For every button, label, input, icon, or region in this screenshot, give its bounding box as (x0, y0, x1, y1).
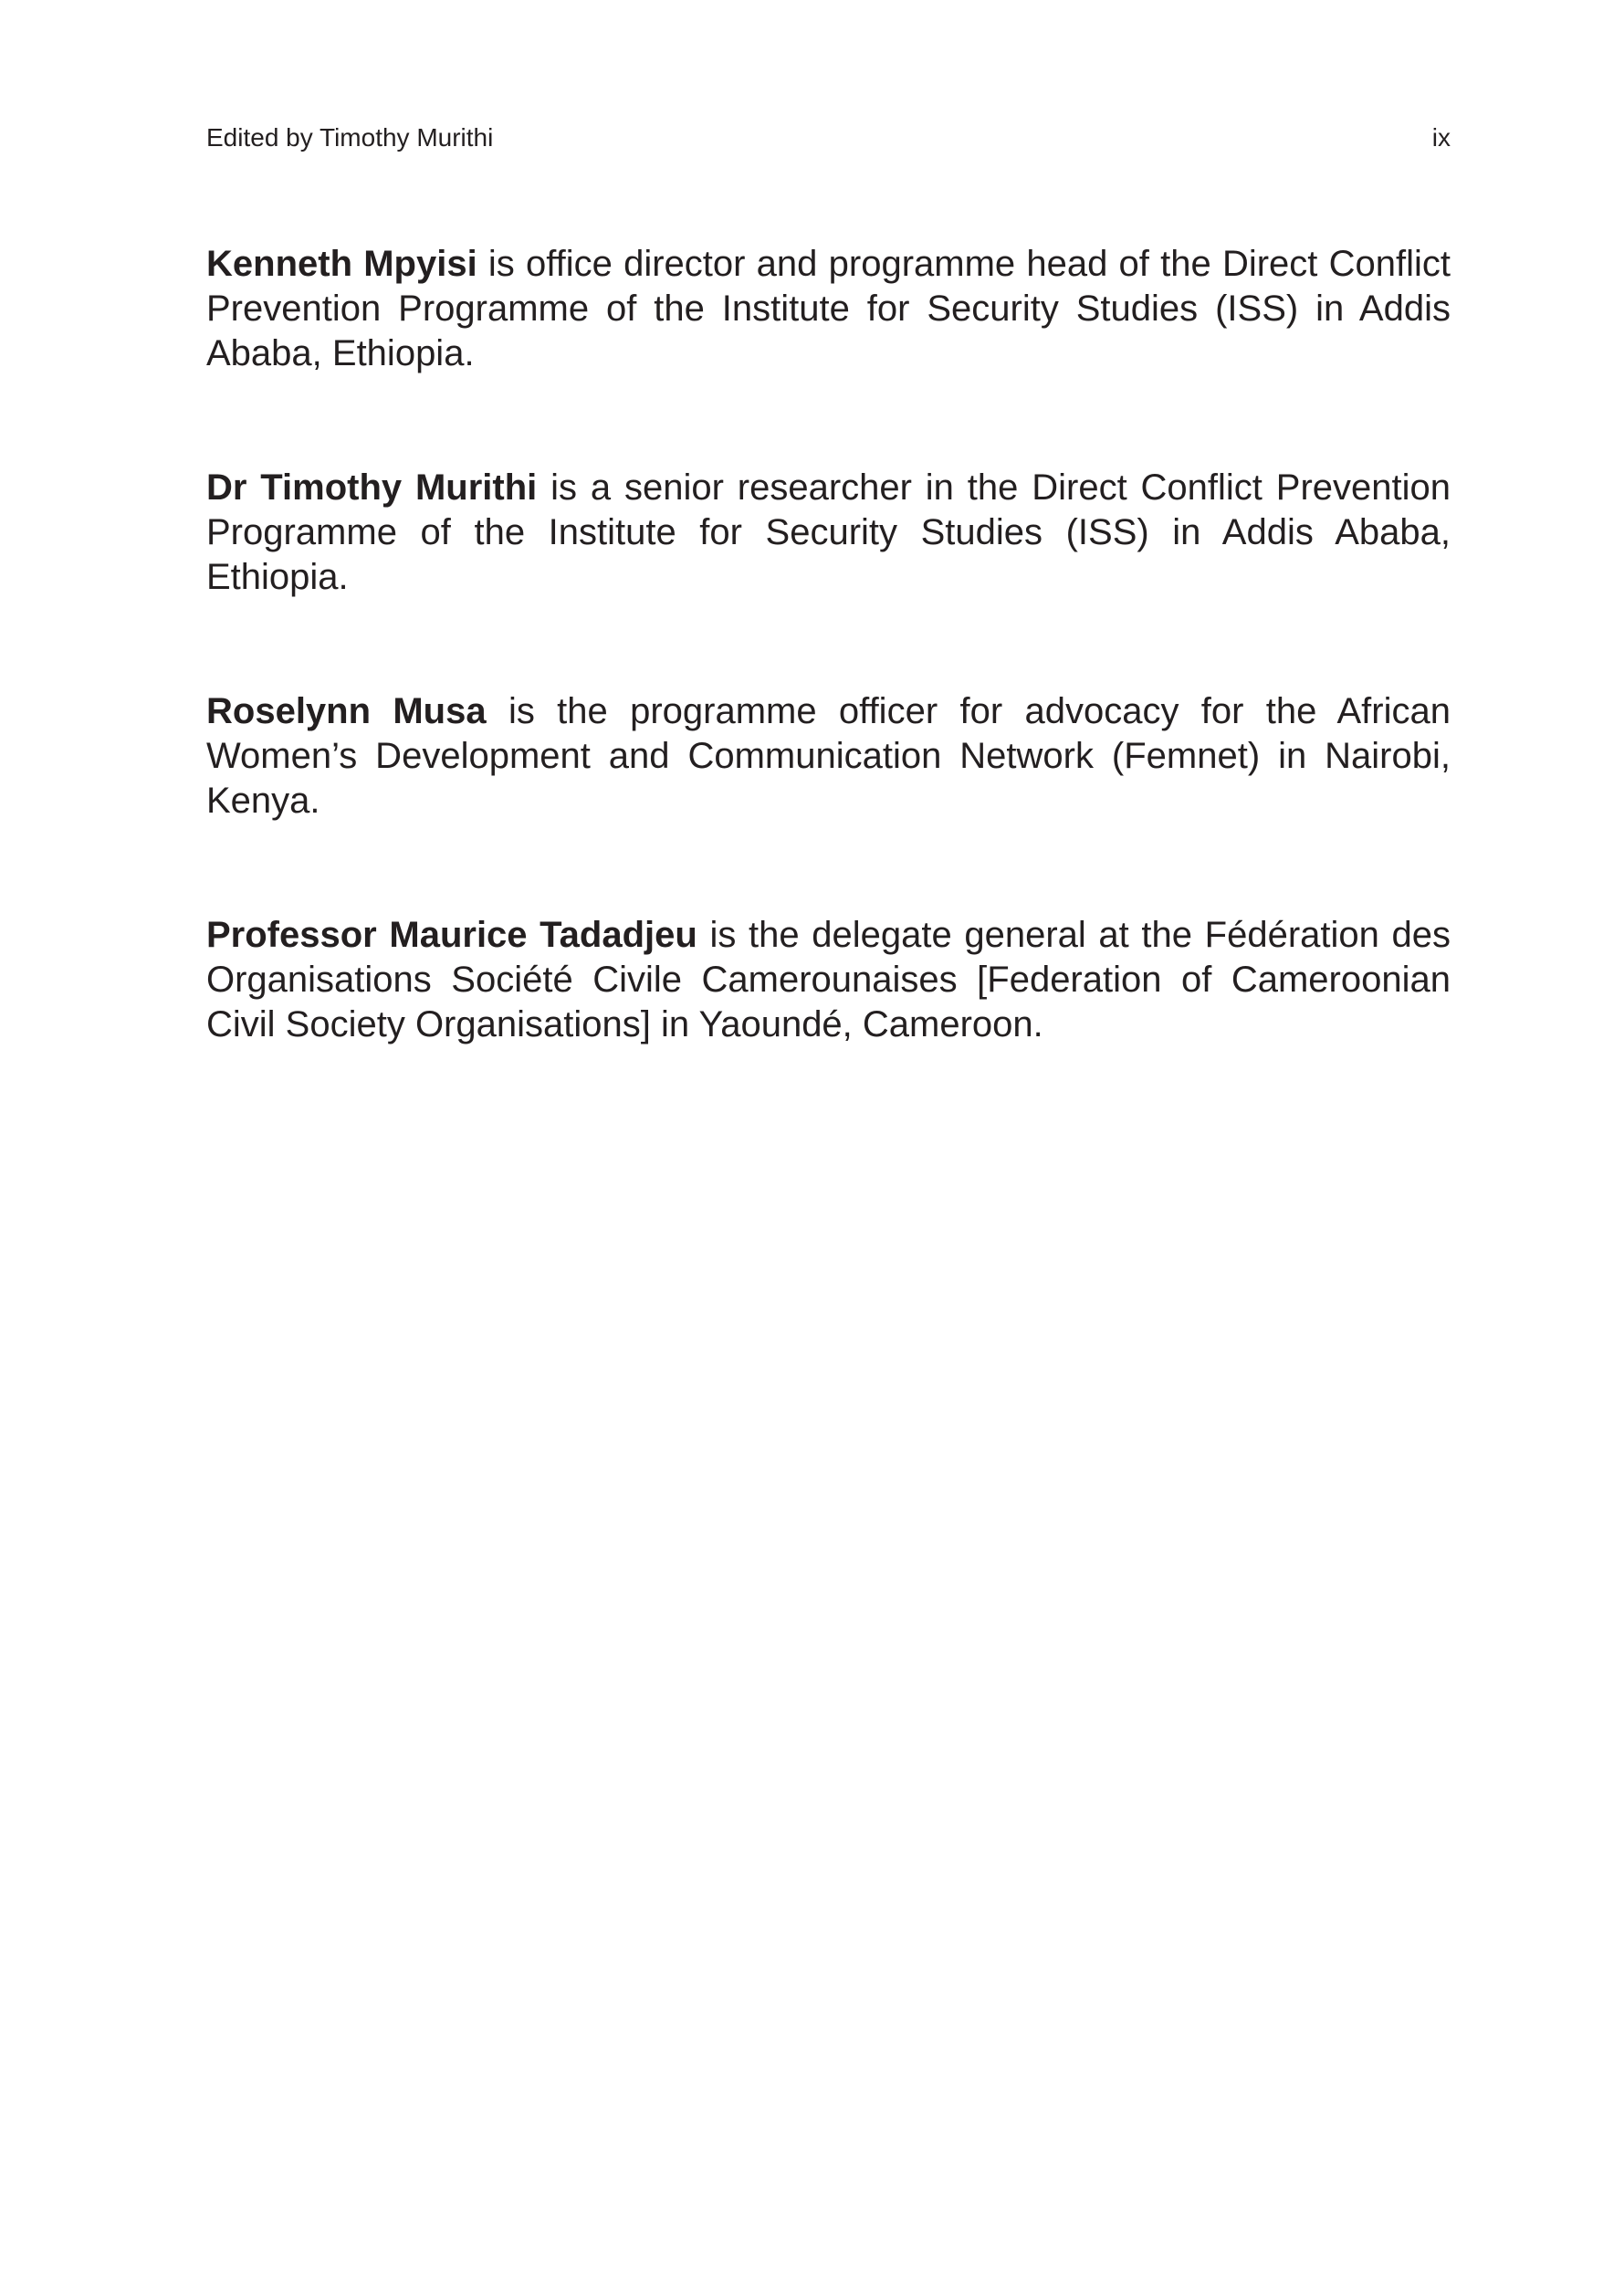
contributor-bio (206, 242, 1451, 376)
contributor-description: is a senior researcher in the Direct Conflict Prevention Programme of the Institute for Security Studies (ISS) in Addis Ababa, Ethiopia. (206, 467, 1451, 597)
running-header (206, 122, 1451, 153)
contributor-description: is office director and programme head of the Direct Conflict Prevention Programme of the Institute for Security Studies (ISS) in Addis Ababa, Ethiopia. (206, 244, 1451, 373)
contributor-bio (206, 466, 1451, 600)
contributor-name: Roselynn Musa (206, 691, 487, 731)
running-title: Edited by Timothy Murithi (206, 123, 494, 152)
contributor-name: Kenneth Mpyisi (206, 244, 477, 284)
contributor-description: is the programme officer for advocacy for the African Women’s Development and Communication Network (Femnet) in Nairobi, Kenya. (206, 691, 1451, 821)
contributor-description: is the delegate general at the Fédération des Organisations Société Civile Camerounaises [Federation of Cameroonian Civil Society Organisations] in Yaoundé, Cameroon. (206, 915, 1451, 1044)
contributor-name: Dr Timothy Murithi (206, 467, 538, 508)
page-number: ix (1431, 123, 1451, 152)
contributor-name: Professor Maurice Tadadjeu (206, 915, 697, 955)
contributor-bio (206, 689, 1451, 824)
contributors-list (206, 242, 1451, 1137)
contributor-bio (206, 913, 1451, 1047)
